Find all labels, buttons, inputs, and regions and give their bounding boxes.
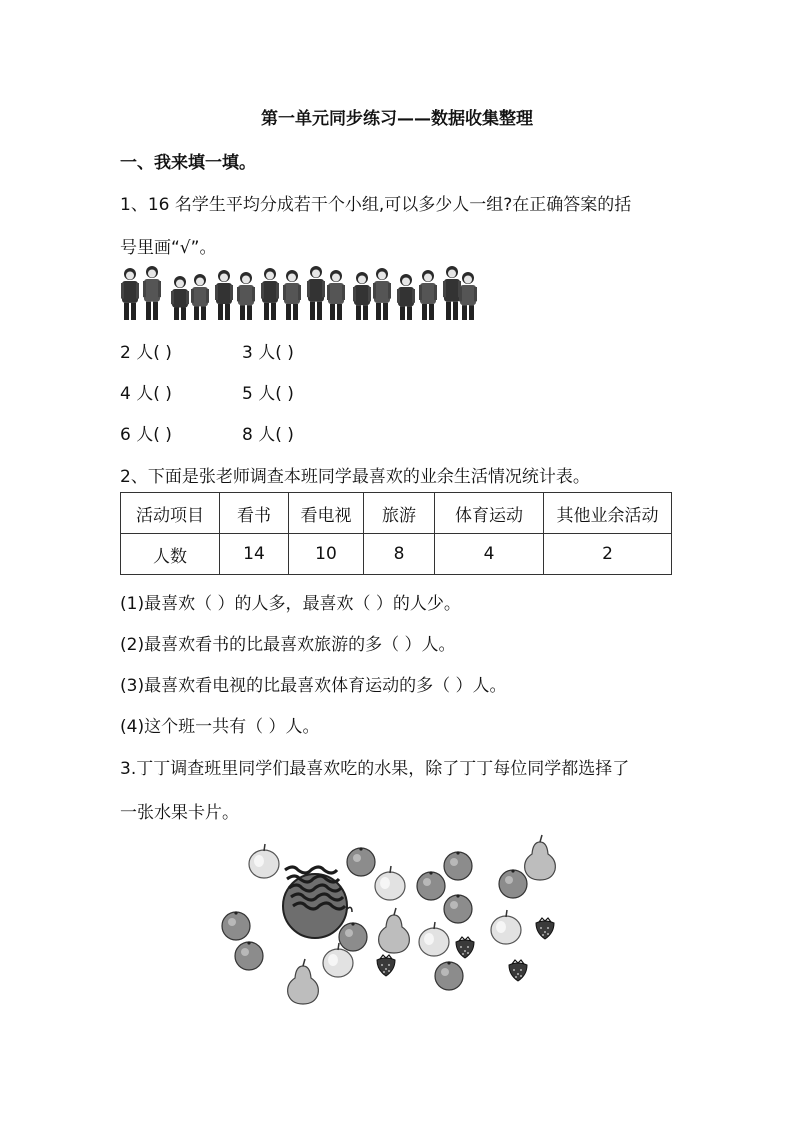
- student-figure: [327, 270, 345, 320]
- table-header-cell: 其他业余活动: [544, 493, 672, 534]
- apple-icon: [323, 943, 353, 977]
- student-figure: [373, 268, 391, 320]
- apple-icon: [375, 866, 405, 900]
- student-figure: [459, 272, 477, 320]
- strawberry-icon: [536, 918, 554, 939]
- apple-icon: [491, 910, 521, 944]
- watermelon-icon: [283, 867, 352, 938]
- option-6-people[interactable]: 6 人( ): [120, 425, 172, 445]
- option-4-people[interactable]: 4 人( ): [120, 384, 172, 404]
- pear-icon: [379, 908, 410, 953]
- orange-icon: [222, 911, 250, 940]
- question-3-text: 3.丁丁调查班里同学们最喜欢吃的水果，除了丁丁每位同学都选择了: [120, 759, 630, 779]
- question-3-text-cont: 一张水果卡片。: [120, 803, 239, 823]
- student-figure: [283, 270, 301, 320]
- strawberry-icon: [377, 955, 395, 976]
- question-2-sub-4: (4)这个班一共有（ ）人。: [120, 717, 320, 737]
- student-figure: [191, 274, 209, 320]
- option-8-people[interactable]: 8 人( ): [242, 425, 294, 445]
- pear-icon: [288, 959, 319, 1004]
- table-header-cell: 活动项目: [121, 493, 220, 534]
- students-illustration: [120, 264, 476, 320]
- student-figure: [353, 272, 371, 320]
- question-2-sub-1: (1)最喜欢（ ）的人多，最喜欢（ ）的人少。: [120, 594, 461, 614]
- table-header-row: [121, 493, 672, 534]
- apple-icon: [419, 922, 449, 956]
- student-figure: [143, 266, 161, 320]
- student-figure: [419, 270, 437, 320]
- table-header-cell: 体育运动: [435, 493, 544, 534]
- table-cell: 人数: [121, 534, 220, 575]
- orange-icon: [339, 922, 367, 951]
- orange-icon: [235, 941, 263, 970]
- student-figure: [215, 270, 233, 320]
- page-title: 第一单元同步练习——数据收集整理: [261, 109, 533, 129]
- table-cell: 8: [364, 534, 435, 575]
- pear-icon: [525, 835, 556, 880]
- student-figure: [397, 274, 415, 320]
- option-2-people[interactable]: 2 人( ): [120, 343, 172, 363]
- question-2-sub-3: (3)最喜欢看电视的比最喜欢体育运动的多（ ）人。: [120, 676, 507, 696]
- student-figure: [121, 268, 139, 320]
- statistics-table: [120, 492, 672, 575]
- orange-icon: [417, 871, 445, 900]
- table-cell: 10: [289, 534, 364, 575]
- student-figure: [261, 268, 279, 320]
- strawberry-icon: [509, 960, 527, 981]
- question-2-text: 2、下面是张老师调查本班同学最喜欢的业余生活情况统计表。: [120, 467, 590, 487]
- table-cell: 2: [544, 534, 672, 575]
- student-figure: [171, 276, 189, 320]
- orange-icon: [444, 894, 472, 923]
- student-figure: [237, 272, 255, 320]
- section-heading: 一、我来填一填。: [120, 153, 256, 173]
- option-5-people[interactable]: 5 人( ): [242, 384, 294, 404]
- table-header-cell: 看书: [220, 493, 289, 534]
- student-figure: [307, 266, 325, 320]
- orange-icon: [435, 961, 463, 990]
- question-1-text-cont: 号里画“√”。: [120, 238, 217, 258]
- table-header-cell: 看电视: [289, 493, 364, 534]
- table-cell: 14: [220, 534, 289, 575]
- orange-icon: [347, 847, 375, 876]
- option-3-people[interactable]: 3 人( ): [242, 343, 294, 363]
- question-2-sub-2: (2)最喜欢看书的比最喜欢旅游的多（ ）人。: [120, 635, 456, 655]
- apple-icon: [249, 844, 279, 878]
- table-row: [121, 534, 672, 575]
- table-header-cell: 旅游: [364, 493, 435, 534]
- student-figure: [443, 266, 461, 320]
- table-cell: 4: [435, 534, 544, 575]
- strawberry-icon: [456, 937, 474, 958]
- orange-icon: [444, 851, 472, 880]
- question-1-text: 1、16 名学生平均分成若干个小组,可以多少人一组?在正确答案的括: [120, 195, 632, 215]
- orange-icon: [499, 869, 527, 898]
